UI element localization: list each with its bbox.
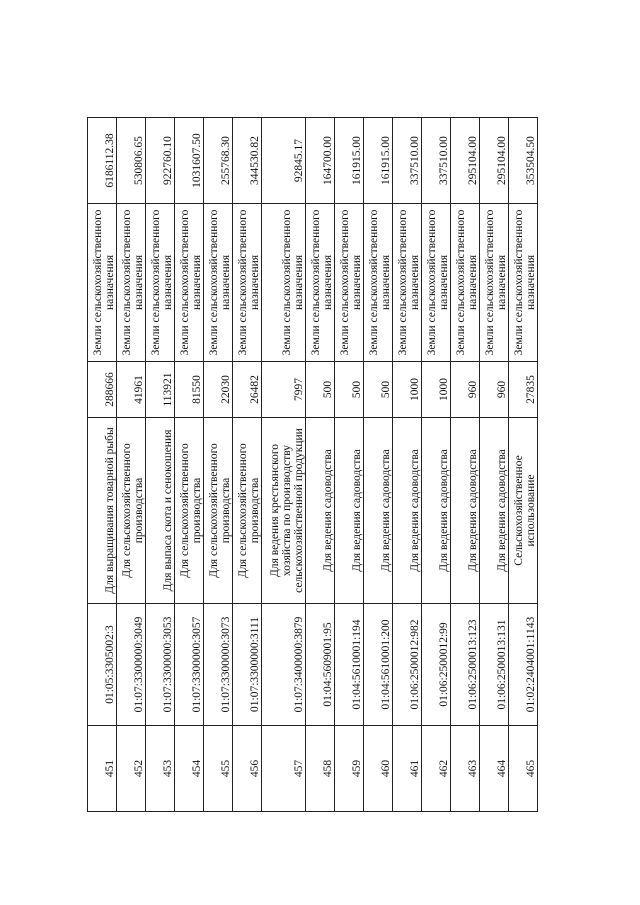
cell-area: 1000 xyxy=(393,362,422,418)
cell-area: 500 xyxy=(306,362,335,418)
cell-land-category: Земли сельскохозяйственного назначения xyxy=(451,204,480,362)
cell-area: 41961 xyxy=(117,362,146,418)
cell-permitted-use: Для сельскохозяйственного производства xyxy=(175,418,204,604)
cell-cadastral-number: 01:05:3305002:3 xyxy=(88,604,117,726)
cell-permitted-use: Для ведения крестьянского хозяйства по производству сельскохозяйственной продукции xyxy=(262,418,306,604)
cell-cadastral-number: 01:02:2404001:1143 xyxy=(509,604,538,726)
cell-permitted-use: Для ведения садоводства xyxy=(480,418,509,604)
cell-land-category: Земли сельскохозяйственного назначения xyxy=(262,204,306,362)
cell-cadastral-value: 255768.30 xyxy=(204,118,233,204)
table-row xyxy=(306,118,335,812)
cell-land-category: Земли сельскохозяйственного назначения xyxy=(88,204,117,362)
cell-area: 27835 xyxy=(509,362,538,418)
cell-area: 7997 xyxy=(262,362,306,418)
table-body xyxy=(88,118,538,812)
cell-permitted-use: Для ведения садоводства xyxy=(422,418,451,604)
cell-number: 460 xyxy=(364,726,393,812)
cell-cadastral-value: 92845.17 xyxy=(262,118,306,204)
cell-cadastral-number: 01:07:3300000:3049 xyxy=(117,604,146,726)
cell-cadastral-value: 6186112.38 xyxy=(88,118,117,204)
cell-cadastral-value: 1031607.50 xyxy=(175,118,204,204)
cell-cadastral-number: 01:04:5609001:95 xyxy=(306,604,335,726)
cell-cadastral-number: 01:07:3300000:3111 xyxy=(233,604,262,726)
cell-area: 26482 xyxy=(233,362,262,418)
cell-permitted-use: Для ведения садоводства xyxy=(335,418,364,604)
cell-number: 454 xyxy=(175,726,204,812)
cell-cadastral-number: 01:07:3300000:3073 xyxy=(204,604,233,726)
cell-cadastral-value: 922760.10 xyxy=(146,118,175,204)
rotated-table-container xyxy=(87,118,537,812)
cell-permitted-use: Для ведения садоводства xyxy=(306,418,335,604)
cell-cadastral-number: 01:07:3300000:3053 xyxy=(146,604,175,726)
cell-cadastral-value: 295104.00 xyxy=(480,118,509,204)
cell-number: 461 xyxy=(393,726,422,812)
cell-cadastral-number: 01:06:2500013:123 xyxy=(451,604,480,726)
cell-number: 464 xyxy=(480,726,509,812)
cell-permitted-use: Для ведения садоводства xyxy=(364,418,393,604)
cell-permitted-use: Для ведения садоводства xyxy=(393,418,422,604)
cell-area: 81550 xyxy=(175,362,204,418)
cell-permitted-use: Для сельскохозяйственного производства xyxy=(233,418,262,604)
cell-number: 451 xyxy=(88,726,117,812)
cell-cadastral-value: 530806.65 xyxy=(117,118,146,204)
cell-land-category: Земли сельскохозяйственного назначения xyxy=(146,204,175,362)
cell-cadastral-value: 337510.00 xyxy=(393,118,422,204)
cell-permitted-use: Для сельскохозяйственного производства xyxy=(204,418,233,604)
cell-cadastral-number: 01:06:2500013:131 xyxy=(480,604,509,726)
cell-area: 960 xyxy=(451,362,480,418)
table-row xyxy=(364,118,393,812)
cell-land-category: Земли сельскохозяйственного назначения xyxy=(175,204,204,362)
cell-cadastral-value: 344530.82 xyxy=(233,118,262,204)
cell-cadastral-number: 01:06:2500012:982 xyxy=(393,604,422,726)
cell-land-category: Земли сельскохозяйственного назначения xyxy=(393,204,422,362)
cell-cadastral-value: 161915.00 xyxy=(335,118,364,204)
cell-number: 453 xyxy=(146,726,175,812)
cell-cadastral-value: 337510.00 xyxy=(422,118,451,204)
cell-land-category: Земли сельскохозяйственного назначения xyxy=(204,204,233,362)
cell-number: 462 xyxy=(422,726,451,812)
table-row xyxy=(393,118,422,812)
cell-land-category: Земли сельскохозяйственного назначения xyxy=(306,204,335,362)
cell-land-category: Земли сельскохозяйственного назначения xyxy=(509,204,538,362)
cell-area: 22030 xyxy=(204,362,233,418)
table-row xyxy=(146,118,175,812)
cell-area: 288666 xyxy=(88,362,117,418)
table-row xyxy=(88,118,117,812)
table-row xyxy=(262,118,306,812)
table-row xyxy=(480,118,509,812)
table-row xyxy=(422,118,451,812)
cell-cadastral-number: 01:04:5610001:200 xyxy=(364,604,393,726)
cell-number: 452 xyxy=(117,726,146,812)
land-parcels-table xyxy=(87,117,538,812)
table-row xyxy=(335,118,364,812)
cell-number: 455 xyxy=(204,726,233,812)
cell-number: 456 xyxy=(233,726,262,812)
table-row xyxy=(509,118,538,812)
cell-permitted-use: Для выпаса скота и сенокошения xyxy=(146,418,175,604)
cell-number: 459 xyxy=(335,726,364,812)
cell-cadastral-value: 161915.00 xyxy=(364,118,393,204)
table-row xyxy=(233,118,262,812)
document-page xyxy=(87,118,537,812)
cell-land-category: Земли сельскохозяйственного назначения xyxy=(480,204,509,362)
cell-area: 113921 xyxy=(146,362,175,418)
cell-number: 457 xyxy=(262,726,306,812)
cell-cadastral-value: 295104.00 xyxy=(451,118,480,204)
cell-permitted-use: Сельскохозяйственное использование xyxy=(509,418,538,604)
cell-land-category: Земли сельскохозяйственного назначения xyxy=(233,204,262,362)
cell-land-category: Земли сельскохозяйственного назначения xyxy=(364,204,393,362)
cell-number: 465 xyxy=(509,726,538,812)
cell-cadastral-value: 164700.00 xyxy=(306,118,335,204)
cell-number: 458 xyxy=(306,726,335,812)
table-row xyxy=(175,118,204,812)
cell-permitted-use: Для выращивания товарной рыбы xyxy=(88,418,117,604)
table-row xyxy=(117,118,146,812)
cell-land-category: Земли сельскохозяйственного назначения xyxy=(117,204,146,362)
cell-land-category: Земли сельскохозяйственного назначения xyxy=(335,204,364,362)
cell-area: 960 xyxy=(480,362,509,418)
cell-cadastral-number: 01:07:3300000:3057 xyxy=(175,604,204,726)
cell-permitted-use: Для ведения садоводства xyxy=(451,418,480,604)
cell-cadastral-number: 01:06:2500012:99 xyxy=(422,604,451,726)
cell-area: 500 xyxy=(335,362,364,418)
table-row xyxy=(204,118,233,812)
cell-number: 463 xyxy=(451,726,480,812)
cell-cadastral-value: 353504.50 xyxy=(509,118,538,204)
cell-area: 500 xyxy=(364,362,393,418)
cell-permitted-use: Для сельскохозяйственного производства xyxy=(117,418,146,604)
cell-cadastral-number: 01:04:5610001:194 xyxy=(335,604,364,726)
cell-cadastral-number: 01:07:3400000:3879 xyxy=(262,604,306,726)
cell-area: 1000 xyxy=(422,362,451,418)
table-row xyxy=(451,118,480,812)
cell-land-category: Земли сельскохозяйственного назначения xyxy=(422,204,451,362)
